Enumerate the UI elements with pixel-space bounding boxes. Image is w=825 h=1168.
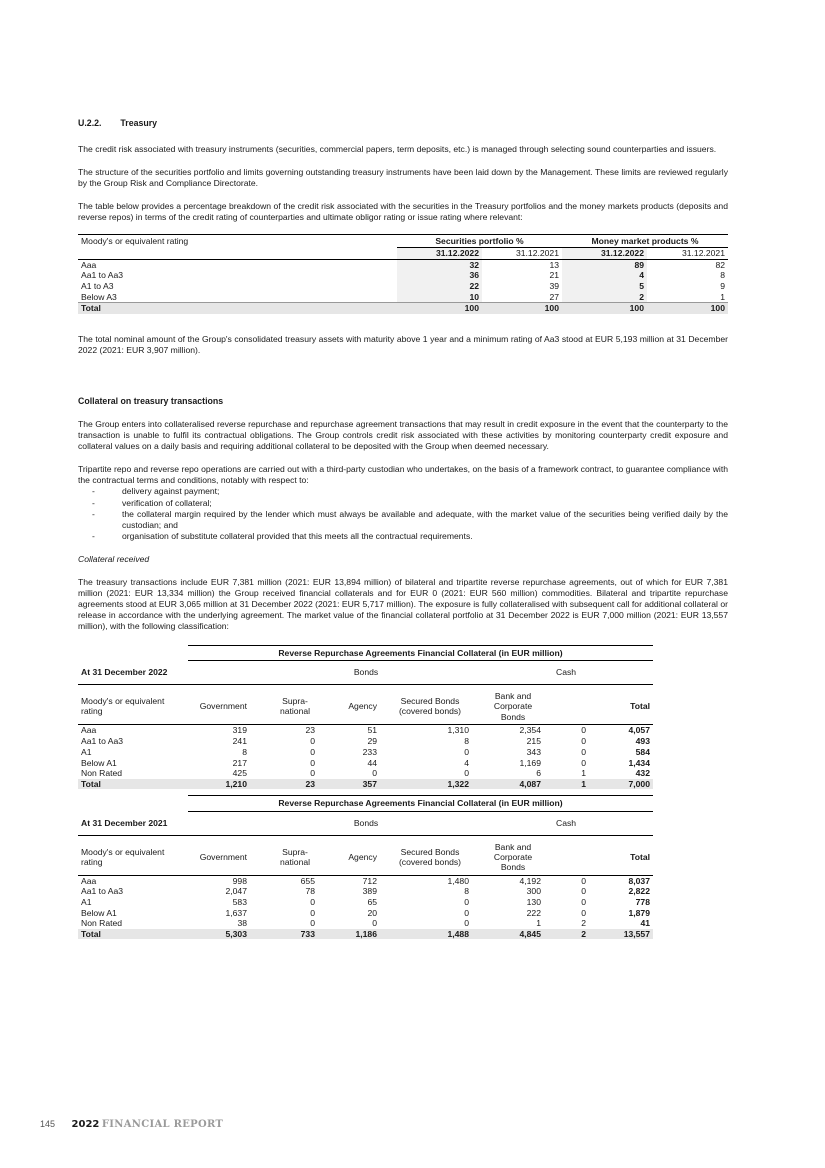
report-year: 2022: [71, 1119, 100, 1130]
col-secured: Secured Bonds (covered bonds): [380, 835, 472, 875]
date-header: 31.12.2021: [647, 248, 728, 260]
col-bank-corporate: Bank and Corporate Bonds: [472, 684, 544, 724]
paragraph-credit-risk: The credit risk associated with treasury instruments (securities, commercial papers, term deposits, etc.) is managed through selecting sound counterparties and issuers.: [78, 144, 717, 155]
total-row: Total 1,210 23 357 1,322 4,087 1 7,000: [78, 779, 653, 790]
paragraph-table-intro: The table below provides a percentage breakdown of the credit risk associated with the securities in the Treasury portfolios and the money markets products (deposits and reverse repos) in terms of the credit rating of counterparties and ultimate obligor rating or issue rating where relevant:: [78, 201, 728, 223]
page-number: 145: [40, 1119, 56, 1129]
page-content: [78, 118, 728, 939]
table-row: Aa1 to Aa3 241 0 29 8 215 0 493: [81, 736, 650, 747]
total-row: Total 100 100 100 100: [78, 303, 728, 314]
col-government: Government: [188, 835, 250, 875]
conditions-list: [78, 486, 728, 541]
money-market-header: Money market products %: [562, 234, 728, 248]
bonds-label: Bonds: [188, 661, 544, 685]
col-secured: Secured Bonds (covered bonds): [380, 684, 472, 724]
col-total: Total: [589, 835, 653, 875]
table-row: Below A1 217 0 44 4 1,169 0 1,434: [81, 757, 650, 768]
table-row: Aa1 to Aa3 2,047 78 389 8 300 0 2,822: [81, 886, 650, 897]
table-row: Aaa 998 655 712 1,480 4,192 0 8,037: [81, 875, 650, 886]
securities-portfolio-header: Securities portfolio %: [397, 234, 562, 248]
rating-table: [78, 234, 728, 314]
section-heading: [78, 118, 728, 129]
table-row: Aaa 32 13 89 82: [81, 259, 725, 270]
report-name: FINANCIAL REPORT: [101, 1119, 224, 1130]
collateral-received-heading: Collateral received: [78, 553, 150, 564]
cash-label: Cash: [544, 811, 653, 835]
collateral-received-paragraph: The treasury transactions include EUR 7,381 million (2021: EUR 13,894 million) of bilateral and tripartite reverse repurchase agreements, out of which for EUR 7,381 million (2021: EUR 13,334 million) the Group received financial collaterals and for EUR 0 (2021: EUR 560 million) commodities. Bilateral and tripartite repurchase agreements stood at EUR 3,065 million at 31 December 2022 (2021: EUR 5,717 million). The exposure is fully collateralised with subsequent call for additional collateral or release in accordance with the underlying agreement. The market value of the financial collateral portfolio at 31 December 2022 is EUR 7,000 million (2021: EUR 13,557 million), with the following classification:: [78, 577, 728, 632]
col-agency: Agency: [318, 684, 380, 724]
table-row: Below A3 10 27 2 1: [81, 291, 725, 302]
col-cash: [544, 684, 589, 724]
rating-label: Moody's or equivalent rating: [78, 234, 397, 248]
table-row: Below A1 1,637 0 20 0 222 0 1,879: [81, 907, 650, 918]
list-item: - the collateral margin required by the lender which must always be available and adequate, with the market value of the securities being verified daily by the custodian; and: [78, 509, 728, 531]
table-row: A1 to A3 22 39 5 9: [81, 280, 725, 291]
col-rating: Moody's or equivalent rating: [78, 835, 188, 875]
paragraph-portfolio-structure: The structure of the securities portfolio and limits governing outstanding treasury instruments have been laid down by the Management. These limits are reviewed regularly by the Group Risk and Compliance Directorate.: [78, 167, 728, 189]
table-row: Non Rated 425 0 0 0 6 1 432: [81, 768, 650, 779]
year-label: At 31 December 2021: [78, 811, 188, 835]
nominal-note: The total nominal amount of the Group's consolidated treasury assets with maturity above 1 year and a minimum rating of Aa3 stood at EUR 5,193 million at 31 December 2022 (2021: EUR 3,907 million).: [78, 333, 728, 355]
collateral-heading: Collateral on treasury transactions: [78, 395, 224, 406]
list-item: - organisation of substitute collateral provided that this meets all the contractual requirements.: [78, 531, 728, 542]
col-supranational: Supra-national: [250, 835, 318, 875]
table-title: Reverse Repurchase Agreements Financial Collateral (in EUR million): [188, 796, 653, 812]
col-supranational: Supra-national: [250, 684, 318, 724]
list-item: - delivery against payment;: [78, 486, 728, 497]
table-title: Reverse Repurchase Agreements Financial Collateral (in EUR million): [188, 645, 653, 661]
page-footer: [40, 1119, 223, 1130]
collateral-table-2021: [78, 795, 653, 939]
date-header: 31.12.2021: [482, 248, 562, 260]
table-row: Non Rated 38 0 0 0 1 2 41: [81, 918, 650, 929]
date-header: 31.12.2022: [397, 248, 482, 260]
col-rating: Moody's or equivalent rating: [78, 684, 188, 724]
col-government: Government: [188, 684, 250, 724]
table-row: A1 8 0 233 0 343 0 584: [81, 747, 650, 757]
table-row: A1 583 0 65 0 130 0 778: [81, 896, 650, 907]
year-label: At 31 December 2022: [78, 661, 188, 685]
collateral-paragraph-1: The Group enters into collateralised reverse repurchase and repurchase agreement transactions that may result in credit exposure in the event that the counterparty to the transaction is unable to fulfil its contractual obligations. The Group controls credit risk associated with these activities by monitoring counterparty credit exposure and collateral values on a daily basis and requiring additional collateral to be deposited with the Group when deemed necessary.: [78, 419, 728, 452]
section-title: Treasury: [120, 118, 158, 128]
table-row: Aa1 to Aa3 36 21 4 8: [81, 270, 725, 281]
total-row: Total 5,303 733 1,186 1,488 4,845 2 13,557: [78, 929, 653, 940]
col-total: Total: [589, 684, 653, 724]
collateral-table-2022: [78, 645, 653, 790]
section-number: U.2.2.: [78, 118, 102, 128]
cash-label: Cash: [544, 661, 653, 685]
col-bank-corporate: Bank and Corporate Bonds: [472, 835, 544, 875]
date-header: 31.12.2022: [562, 248, 647, 260]
table-row: Aaa 319 23 51 1,310 2,354 0 4,057: [81, 725, 650, 736]
col-agency: Agency: [318, 835, 380, 875]
collateral-paragraph-2: Tripartite repo and reverse repo operations are carried out with a third-party custodian who undertakes, on the basis of a framework contract, to guarantee compliance with the contractual terms and conditions, notably with respect to:: [78, 464, 728, 486]
col-cash: [544, 835, 589, 875]
list-item: - verification of collateral;: [78, 498, 728, 509]
bonds-label: Bonds: [188, 811, 544, 835]
